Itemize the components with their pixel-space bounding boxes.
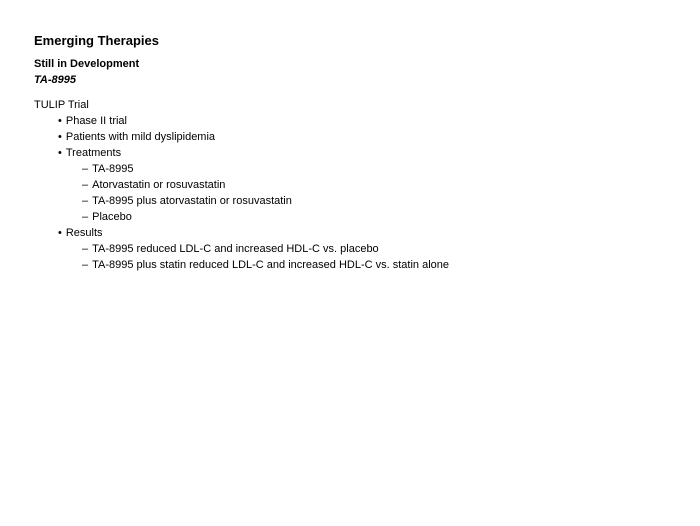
drug-name: TA-8995 bbox=[34, 74, 76, 86]
list-item-phase bbox=[34, 113, 449, 129]
bullet-glyph: • bbox=[58, 115, 62, 127]
treatment-text: TA-8995 plus atorvastatin or rosuvastatin bbox=[92, 195, 292, 207]
dash-glyph: – bbox=[82, 163, 89, 175]
result-item bbox=[34, 241, 449, 257]
slide-title: Emerging Therapies bbox=[34, 33, 159, 48]
dash-glyph: – bbox=[82, 195, 89, 207]
treatment-text: Atorvastatin or rosuvastatin bbox=[92, 179, 226, 191]
bullet-glyph: • bbox=[58, 147, 62, 159]
dash-glyph: – bbox=[82, 179, 89, 191]
treatment-item bbox=[34, 177, 449, 193]
list-item-text: Treatments bbox=[65, 147, 122, 159]
slide-subtitle: Still in Development bbox=[34, 58, 140, 70]
list-item-text: Phase II trial bbox=[65, 115, 127, 127]
list-item-results bbox=[34, 225, 449, 241]
dash-glyph: – bbox=[82, 211, 89, 223]
treatment-item bbox=[34, 193, 449, 209]
content-list bbox=[34, 97, 449, 273]
result-text: TA-8995 plus statin reduced LDL-C and increased HDL-C vs. statin alone bbox=[92, 259, 449, 271]
dash-glyph: – bbox=[82, 259, 89, 271]
bullet-glyph: • bbox=[58, 227, 62, 239]
list-item-patients bbox=[34, 129, 449, 145]
result-item bbox=[34, 257, 449, 273]
list-item-treatments bbox=[34, 145, 449, 161]
treatment-text: Placebo bbox=[92, 211, 132, 223]
list-item-text: Results bbox=[65, 227, 103, 239]
dash-glyph: – bbox=[82, 243, 89, 255]
result-text: TA-8995 reduced LDL-C and increased HDL-C vs. placebo bbox=[92, 243, 379, 255]
list-item-text: Patients with mild dyslipidemia bbox=[65, 131, 216, 143]
treatment-text: TA-8995 bbox=[92, 163, 134, 175]
treatment-item bbox=[34, 209, 449, 225]
trial-name: TULIP Trial bbox=[34, 99, 89, 111]
treatment-item bbox=[34, 161, 449, 177]
bullet-glyph: • bbox=[58, 131, 62, 143]
